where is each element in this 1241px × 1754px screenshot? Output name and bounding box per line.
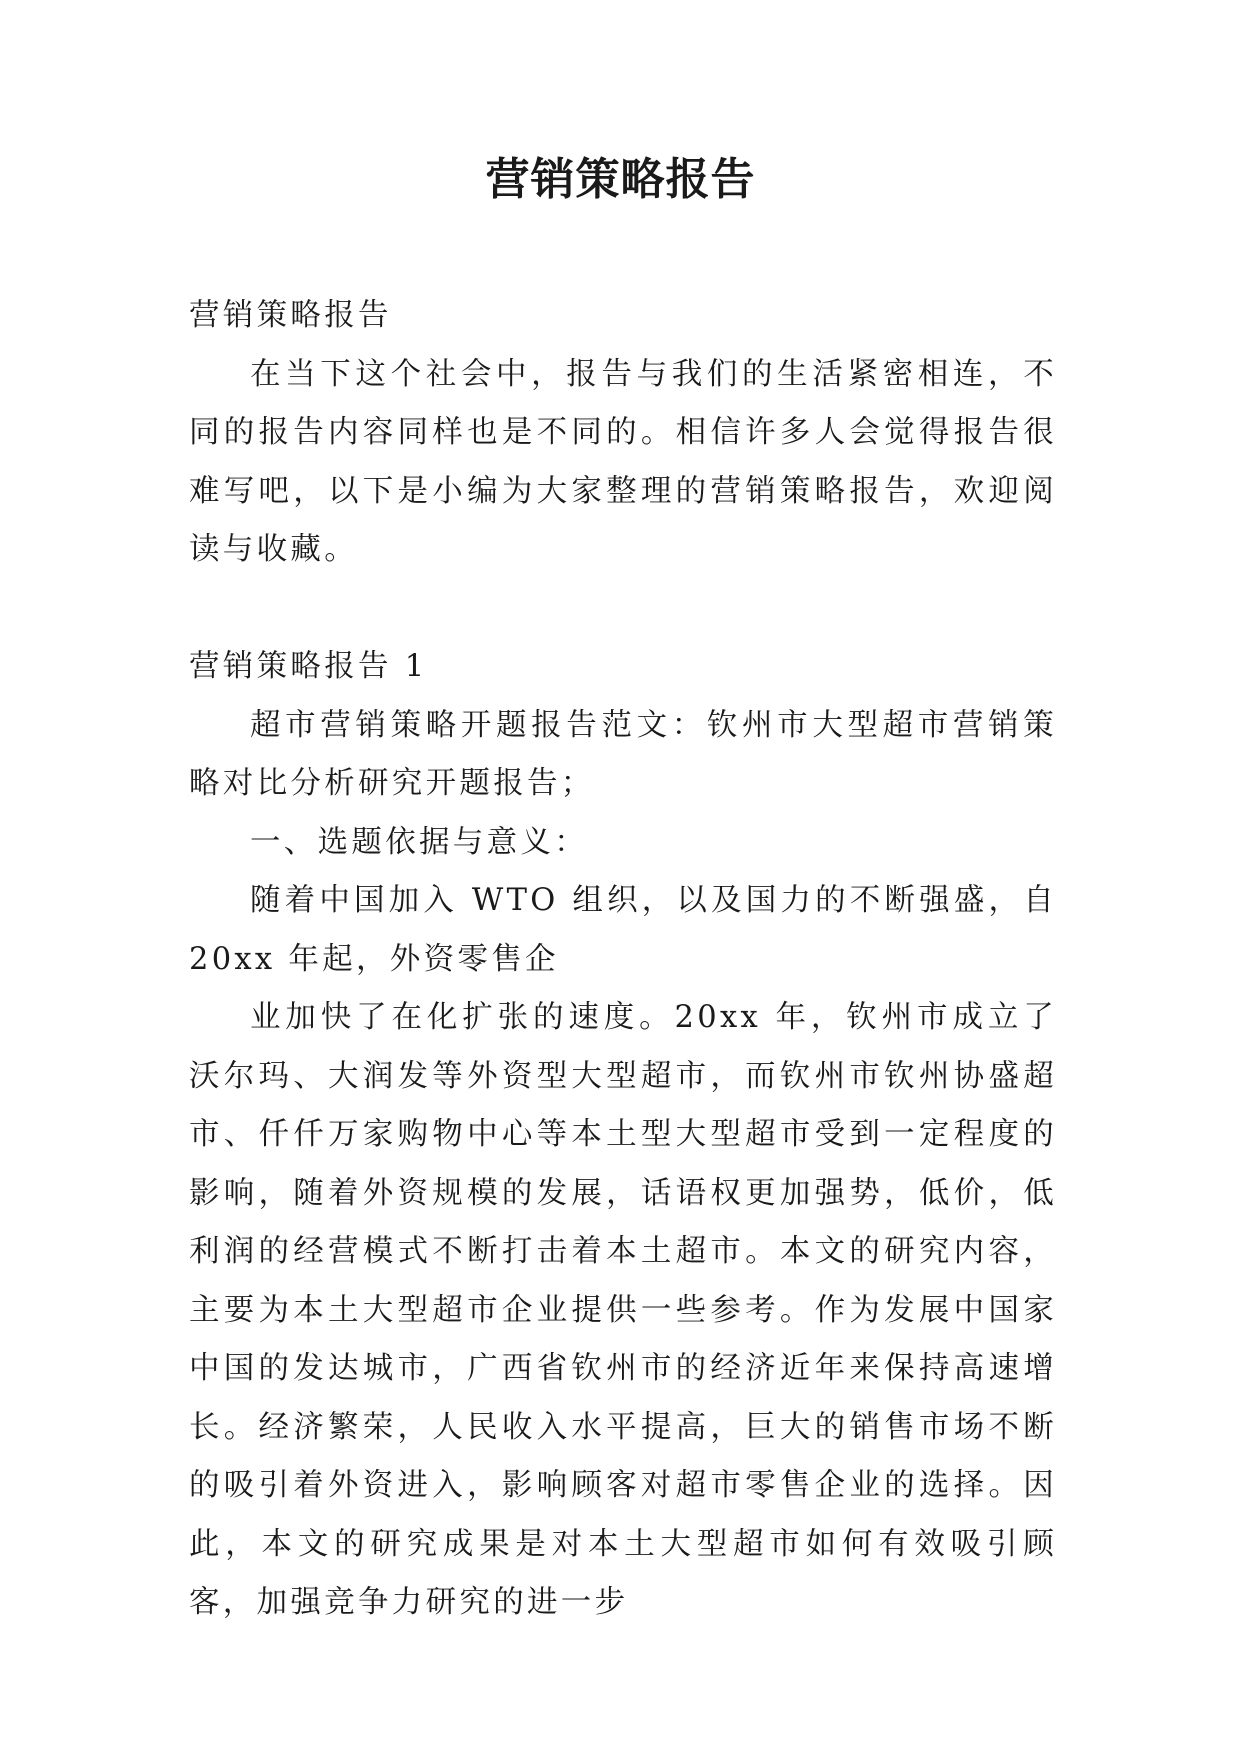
section-heading-report-1: 营销策略报告 1 [189, 649, 428, 684]
document-body [189, 287, 1057, 1633]
paragraph-spacer [189, 580, 1057, 639]
intro-paragraph: 在当下这个社会中，报告与我们的生活紧密相连，不同的报告内容同样也是不同的。相信许多人会觉得报告很难写吧，以下是小编为大家整理的营销策略报告，欢迎阅读与收藏。 [189, 356, 1057, 567]
report-1-subheading-basis: 一、选题依据与意义： [250, 824, 588, 860]
report-1-paragraph-wto: 随着中国加入 WTO 组织，以及国力的不断强盛，自 20xx 年起，外资零售企 [189, 883, 1057, 977]
report-1-paragraph-topic: 超市营销策略开题报告范文：钦州市大型超市营销策略对比分析研究开题报告； [189, 707, 1057, 801]
document-title: 营销策略报告 [485, 154, 756, 205]
section-heading-intro: 营销策略报告 [189, 298, 392, 333]
report-1-paragraph-expansion: 业加快了在化扩张的速度。20xx 年，钦州市成立了沃尔玛、大润发等外资型大型超市，而钦州市钦州协盛超市、仟仟万家购物中心等本土型大型超市受到一定程度的影响，随着外资规模的发展，话语权更加强势，低价，低利润的经营模式不断打击着本土超市。本文的研究内容，主要为本土大型超市企业提供一些参考。作为发展中国家中国的发达城市，广西省钦州市的经济近年来保持高速增长。经济繁荣，人民收入水平提高，巨大的销售市场不断的吸引着外资进入，影响顾客对超市零售企业的选择。因此，本文的研究成果是对本土大型超市如何有效吸引顾客，加强竞争力研究的进一步 [189, 1000, 1057, 1620]
